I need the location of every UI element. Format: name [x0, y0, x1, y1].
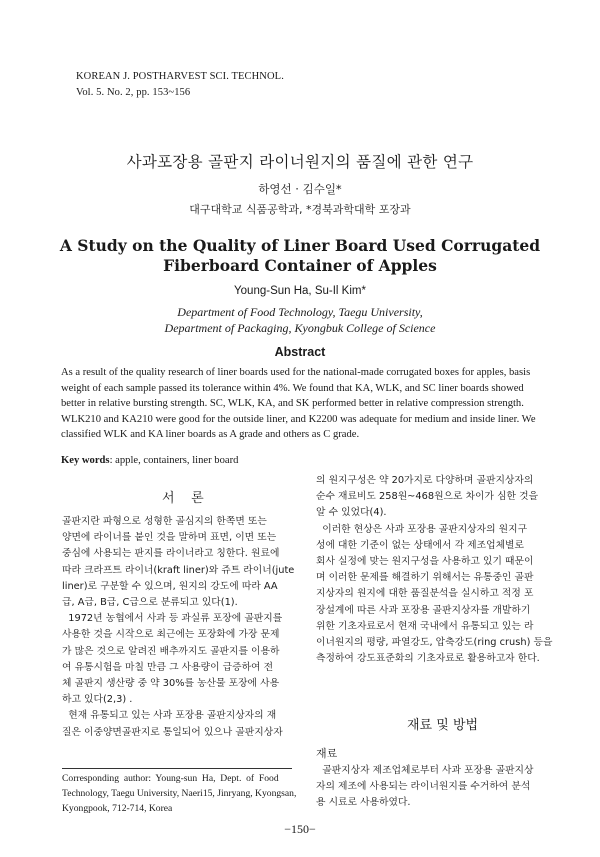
text-line: 중심에 사용되는 판지를 라이너라고 칭한다. 원료에 [62, 548, 280, 560]
right-column-text [316, 473, 572, 667]
text-line: 의 원지구성은 약 20가지로 다양하며 골판지상자의 [316, 475, 534, 486]
text-line: 성에 대한 기준이 없는 상태에서 각 제조업체별로 [316, 539, 524, 551]
text-line: 위한 기초자료로서 현재 국내에서 유통되고 있는 라 [316, 620, 534, 632]
journal-name: KOREAN J. POSTHARVEST SCI. TECHNOL. [76, 71, 284, 82]
journal-volume: Vol. 5. No. 2, pp. 153~156 [76, 87, 191, 98]
text-line: 이너원지의 평량, 파열강도, 압축강도(ring crush) 등을 [316, 637, 553, 649]
text-line: 체 골판지 생산량 중 약 30%를 농산물 포장에 사용 [62, 678, 280, 690]
korean-title: 사과포장용 골판지 라이너원지의 품질에 관한 연구 [126, 153, 474, 171]
keywords [61, 455, 238, 466]
abstract-line: better in relative bursting strength. SC, WLK, KA, and SK performed better in relative compression strength. [61, 398, 524, 410]
text-line: 양면에 라이너를 붙인 것을 말하며 표면, 이면 또는 [62, 532, 277, 544]
korean-authors: 하영선 · 김수일* [258, 182, 342, 196]
text-line: 질은 이중양면골판지로 통일되어 있으나 골판지상자 [62, 726, 283, 738]
abstract-body [61, 365, 557, 443]
korean-affiliation: 대구대학교 식품공학과, *경북과학대학 포장과 [189, 203, 411, 216]
abstract-line: As a result of the quality research of liner boards used for the national-made corrugated boxes for apples, basis [61, 367, 531, 378]
introduction-heading: 서 론 [162, 491, 204, 506]
affiliation-line: Department of Food Technology, Taegu University, [177, 305, 423, 319]
journal-header [76, 69, 284, 101]
materials-text [316, 763, 572, 812]
english-title [0, 236, 600, 276]
footnote-line: Kyongpook, 712-714, Korea [62, 803, 173, 814]
text-line: 현재 유통되고 있는 사과 포장용 골판지상자의 재 [62, 710, 277, 722]
keywords-label: Key words [61, 455, 110, 466]
text-line: 측정하여 강도표준화의 기초자료로 활용하고자 한다. [316, 653, 540, 665]
footnote-line: Corresponding author: Young-sun Ha, Dept. of Food [62, 773, 279, 784]
left-column-text [62, 514, 294, 741]
abstract-line: classified WLK and KA liner boards as A grade and others as C grade. [61, 429, 360, 441]
text-line: 사용한 것을 시작으로 최근에는 포장화에 가장 문제 [62, 629, 280, 641]
text-line: 가 많은 것으로 알려진 배추까지도 골판지를 이용하 [62, 645, 280, 657]
english-title-line: Fiberboard Container of Apples [163, 256, 437, 275]
page-number: −150− [284, 822, 316, 836]
text-line: liner)로 구분할 수 있으며, 원지의 강도에 따라 AA [62, 580, 278, 592]
abstract-line: weight of each sample passed its tolerance within 4%. We found that KA, WLK, and SC liner boards showed [61, 382, 524, 394]
affiliation-line: Department of Packaging, Kyongbuk College of Science [164, 321, 436, 335]
text-line: 하고 있다(2,3) . [62, 694, 133, 706]
text-line: 1972년 농협에서 사과 등 과실류 포장에 골판지를 [62, 613, 283, 625]
english-title-line: A Study on the Quality of Liner Board Used Corrugated [59, 236, 541, 255]
english-affiliation [0, 304, 600, 336]
text-line: 급, A급, B급, C급으로 분류되고 있다(1). [62, 597, 238, 609]
text-line: 알 수 있었다(4). [316, 507, 387, 519]
english-authors: Young-Sun Ha, Su-Il Kim* [234, 285, 366, 297]
footnote-line: Technology, Taegu University, Naeri15, Jinryang, Kyongsan, [62, 788, 297, 799]
text-line: 회사 실정에 맞는 원지구성을 사용하고 있기 때문이 [316, 556, 534, 568]
text-line: 지상자의 원지에 대한 품질분석을 실시하고 적정 포 [316, 588, 534, 600]
abstract-line: WLK210 and KA210 were good for the outside liner, and K2200 was adequate for medium and inside liner. We [61, 413, 536, 425]
text-line: 용 시료로 사용하였다. [316, 797, 411, 809]
text-line: 따라 크라프트 라이너(kraft liner)와 쥬트 라이너(jute [62, 564, 295, 576]
materials-subheading: 재료 [316, 747, 338, 760]
corresponding-author-footnote [62, 771, 296, 816]
text-line: 자의 제조에 사용되는 라이너원지를 수거하여 분석 [316, 781, 531, 793]
text-line: 장설계에 따른 사과 포장용 골판지상자를 개발하기 [316, 604, 531, 616]
text-line: 여 유통시험을 마칠 만큼 그 사용량이 급증하여 전 [62, 661, 274, 673]
text-line: 골판지상자 제조업체로부터 사과 포장용 골판지상 [316, 765, 534, 776]
text-line: 골판지란 파형으로 성형한 골심지의 한쪽면 또는 [62, 516, 267, 527]
text-line: 순수 재료비도 258원~468원으로 차이가 심한 것을 [316, 491, 539, 503]
text-line: 이러한 현상은 사과 포장용 골판지상자의 원지구 [316, 523, 528, 535]
text-line: 며 이러한 문제를 해결하기 위해서는 유통중인 골판 [316, 572, 534, 584]
footnote-divider [62, 768, 292, 769]
abstract-heading: Abstract [274, 345, 326, 359]
keywords-text: : apple, containers, liner board [109, 455, 239, 466]
methods-heading: 재료 및 방법 [407, 718, 479, 733]
